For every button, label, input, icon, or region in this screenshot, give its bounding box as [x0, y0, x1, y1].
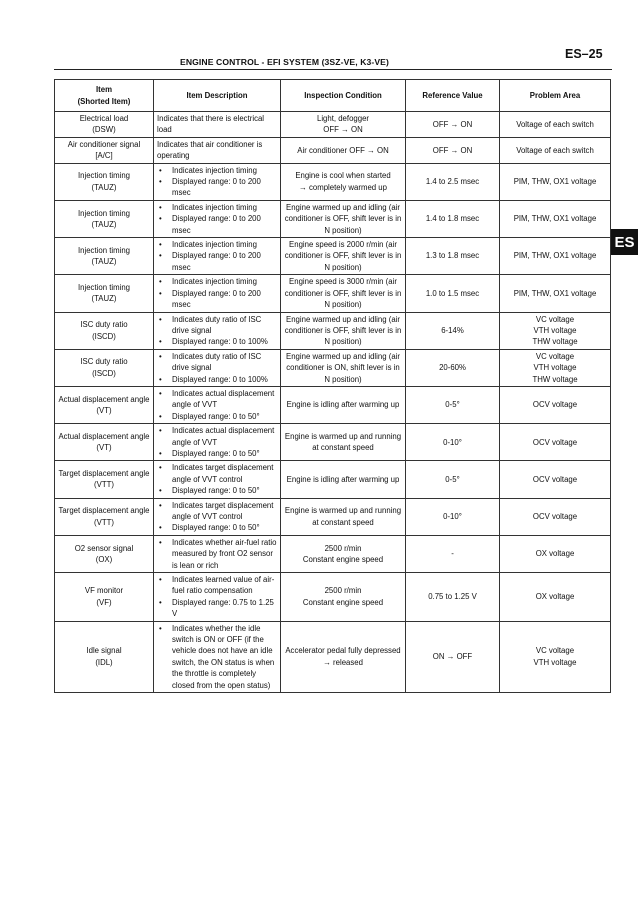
problem-cell: OCV voltage	[500, 498, 611, 535]
condition-cell: Light, defogger OFF → ON	[281, 112, 406, 138]
item-cell: Air conditioner signal [A/C]	[55, 137, 154, 163]
description-bullet: • Indicates injection timing	[157, 239, 277, 250]
description-cell	[154, 275, 281, 312]
description-cell	[154, 238, 281, 275]
reference-cell: 1.4 to 1.8 msec	[406, 200, 500, 237]
reference-cell: 0-10°	[406, 498, 500, 535]
table-row	[55, 112, 611, 138]
description-cell	[154, 112, 281, 138]
problem-cell: OCV voltage	[500, 424, 611, 461]
table-row	[55, 424, 611, 461]
header-title: ENGINE CONTROL - EFI SYSTEM (3SZ-VE, K3-VE)	[180, 57, 389, 67]
description-bullet: • Indicates target displacement angle of VVT control	[157, 462, 277, 485]
reference-cell: 1.3 to 1.8 msec	[406, 238, 500, 275]
description-cell	[154, 200, 281, 237]
description-bullets	[157, 388, 277, 422]
description-bullets	[157, 314, 277, 348]
description-bullets	[157, 574, 277, 620]
condition-cell: Engine speed is 3000 r/min (air conditioner is OFF, shift lever is in N position)	[281, 275, 406, 312]
problem-cell: PIM, THW, OX1 voltage	[500, 200, 611, 237]
description-bullet: • Indicates injection timing	[157, 165, 277, 176]
table-row	[55, 238, 611, 275]
description-bullet: • Indicates duty ratio of ISC drive signal	[157, 351, 277, 374]
description-cell	[154, 621, 281, 692]
item-cell: VF monitor (VF)	[55, 573, 154, 622]
problem-cell: OCV voltage	[500, 461, 611, 498]
item-cell: Electrical load (DSW)	[55, 112, 154, 138]
item-cell: ISC duty ratio (ISCD)	[55, 312, 154, 349]
problem-cell: VC voltage VTH voltage	[500, 621, 611, 692]
item-cell: Actual displacement angle (VT)	[55, 424, 154, 461]
description-bullets	[157, 623, 277, 691]
description-bullets	[157, 462, 277, 496]
table-row	[55, 275, 611, 312]
condition-cell: 2500 r/min Constant engine speed	[281, 573, 406, 622]
reference-cell: 20-60%	[406, 349, 500, 386]
table-row	[55, 386, 611, 423]
description-bullet: • Displayed range: 0 to 50°	[157, 448, 277, 459]
column-header-label: Reference Value	[422, 90, 483, 100]
condition-cell: Engine is idling after warming up	[281, 461, 406, 498]
condition-cell: 2500 r/min Constant engine speed	[281, 535, 406, 572]
description-bullet: • Displayed range: 0 to 100%	[157, 336, 277, 347]
column-header-label: Item (Shorted Item)	[77, 85, 131, 106]
problem-cell: OX voltage	[500, 573, 611, 622]
description-bullets	[157, 351, 277, 385]
table-row	[55, 163, 611, 200]
table-body	[55, 112, 611, 693]
reference-cell: OFF → ON	[406, 112, 500, 138]
reference-cell: ON → OFF	[406, 621, 500, 692]
problem-cell: PIM, THW, OX1 voltage	[500, 238, 611, 275]
description-bullets	[157, 537, 277, 571]
condition-cell: Engine is warmed up and running at constant speed	[281, 424, 406, 461]
item-cell: ISC duty ratio (ISCD)	[55, 349, 154, 386]
description-bullets	[157, 165, 277, 199]
description-bullet: • Indicates duty ratio of ISC drive signal	[157, 314, 277, 337]
reference-cell: 0-5°	[406, 461, 500, 498]
description-bullet: • Displayed range: 0 to 50°	[157, 411, 277, 422]
description-bullets	[157, 500, 277, 534]
description-cell	[154, 573, 281, 622]
condition-cell: Engine warmed up and idling (air conditioner is OFF, shift lever is in N position)	[281, 200, 406, 237]
reference-cell: 0.75 to 1.25 V	[406, 573, 500, 622]
reference-cell: 0-10°	[406, 424, 500, 461]
reference-cell: OFF → ON	[406, 137, 500, 163]
description-bullet: • Displayed range: 0 to 50°	[157, 485, 277, 496]
description-cell	[154, 424, 281, 461]
item-cell: Idle signal (IDL)	[55, 621, 154, 692]
condition-cell: Engine warmed up and idling (air conditioner is ON, shift lever is in N position)	[281, 349, 406, 386]
description-bullet: • Indicates learned value of air-fuel ratio compensation	[157, 574, 277, 597]
problem-cell: PIM, THW, OX1 voltage	[500, 163, 611, 200]
condition-cell: Engine is idling after warming up	[281, 386, 406, 423]
data-list-table	[54, 79, 611, 693]
problem-cell: OCV voltage	[500, 386, 611, 423]
description-bullet: • Indicates actual displacement angle of VVT	[157, 388, 277, 411]
item-cell: Injection timing (TAUZ)	[55, 275, 154, 312]
table-row	[55, 137, 611, 163]
problem-cell: PIM, THW, OX1 voltage	[500, 275, 611, 312]
problem-cell: VC voltage VTH voltage THW voltage	[500, 349, 611, 386]
table-row	[55, 349, 611, 386]
table-row	[55, 573, 611, 622]
description-cell	[154, 386, 281, 423]
item-cell: O2 sensor signal (OX)	[55, 535, 154, 572]
description-text: Indicates that air conditioner is operating	[157, 139, 263, 161]
description-bullets	[157, 239, 277, 273]
item-cell: Injection timing (TAUZ)	[55, 200, 154, 237]
column-header-label: Item Description	[186, 90, 248, 100]
condition-cell: Air conditioner OFF → ON	[281, 137, 406, 163]
reference-cell: 6-14%	[406, 312, 500, 349]
condition-cell: Engine speed is 2000 r/min (air conditioner is OFF, shift lever is in N position)	[281, 238, 406, 275]
column-header-problem	[500, 80, 611, 112]
condition-cell: Engine is cool when started → completely warmed up	[281, 163, 406, 200]
reference-cell: -	[406, 535, 500, 572]
description-bullet: • Displayed range: 0 to 50°	[157, 522, 277, 533]
problem-cell: Voltage of each switch	[500, 112, 611, 138]
description-bullet: • Indicates injection timing	[157, 202, 277, 213]
item-cell: Target displacement angle (VTT)	[55, 461, 154, 498]
description-cell	[154, 312, 281, 349]
description-cell	[154, 137, 281, 163]
table-row	[55, 461, 611, 498]
column-header-condition	[281, 80, 406, 112]
table-row	[55, 535, 611, 572]
description-cell	[154, 535, 281, 572]
reference-cell: 1.0 to 1.5 msec	[406, 275, 500, 312]
problem-cell: Voltage of each switch	[500, 137, 611, 163]
problem-cell: VC voltage VTH voltage THW voltage	[500, 312, 611, 349]
column-header-label: Problem Area	[529, 90, 581, 100]
condition-cell: Engine is warmed up and running at constant speed	[281, 498, 406, 535]
reference-cell: 1.4 to 2.5 msec	[406, 163, 500, 200]
description-cell	[154, 498, 281, 535]
description-bullet: • Displayed range: 0 to 100%	[157, 374, 277, 385]
table-header-row	[55, 80, 611, 112]
table-row	[55, 312, 611, 349]
page-number: ES–25	[565, 47, 603, 61]
condition-cell: Engine warmed up and idling (air conditioner is OFF, shift lever is in N position)	[281, 312, 406, 349]
reference-cell: 0-5°	[406, 386, 500, 423]
description-cell	[154, 461, 281, 498]
column-header-item	[55, 80, 154, 112]
section-tab: ES	[611, 229, 638, 255]
description-bullets	[157, 425, 277, 459]
item-cell: Actual displacement angle (VT)	[55, 386, 154, 423]
description-cell	[154, 349, 281, 386]
description-bullets	[157, 276, 277, 310]
column-header-label: Inspection Condition	[304, 90, 382, 100]
item-cell: Target displacement angle (VTT)	[55, 498, 154, 535]
column-header-description	[154, 80, 281, 112]
condition-cell: Accelerator pedal fully depressed → released	[281, 621, 406, 692]
table-row	[55, 200, 611, 237]
description-bullet: • Displayed range: 0.75 to 1.25 V	[157, 597, 277, 620]
description-bullet: • Indicates actual displacement angle of VVT	[157, 425, 277, 448]
column-header-reference	[406, 80, 500, 112]
problem-cell: OX voltage	[500, 535, 611, 572]
description-bullet: • Indicates injection timing	[157, 276, 277, 287]
description-bullet: • Displayed range: 0 to 200 msec	[157, 250, 277, 273]
description-bullets	[157, 202, 277, 236]
header-divider	[54, 69, 612, 70]
table-row	[55, 498, 611, 535]
description-bullet: • Indicates whether the idle switch is ON or OFF (if the vehicle does not have an idle switch, the ON status is when the throttle is completely closed from the open status)	[157, 623, 277, 691]
description-bullet: • Indicates whether air-fuel ratio measured by front O2 sensor is lean or rich	[157, 537, 277, 571]
description-cell	[154, 163, 281, 200]
description-bullet: • Displayed range: 0 to 200 msec	[157, 213, 277, 236]
description-bullet: • Displayed range: 0 to 200 msec	[157, 176, 277, 199]
description-bullet: • Indicates target displacement angle of VVT control	[157, 500, 277, 523]
description-text: Indicates that there is electrical load	[157, 114, 265, 135]
description-bullet: • Displayed range: 0 to 200 msec	[157, 288, 277, 311]
item-cell: Injection timing (TAUZ)	[55, 238, 154, 275]
table-row	[55, 621, 611, 692]
item-cell: Injection timing (TAUZ)	[55, 163, 154, 200]
